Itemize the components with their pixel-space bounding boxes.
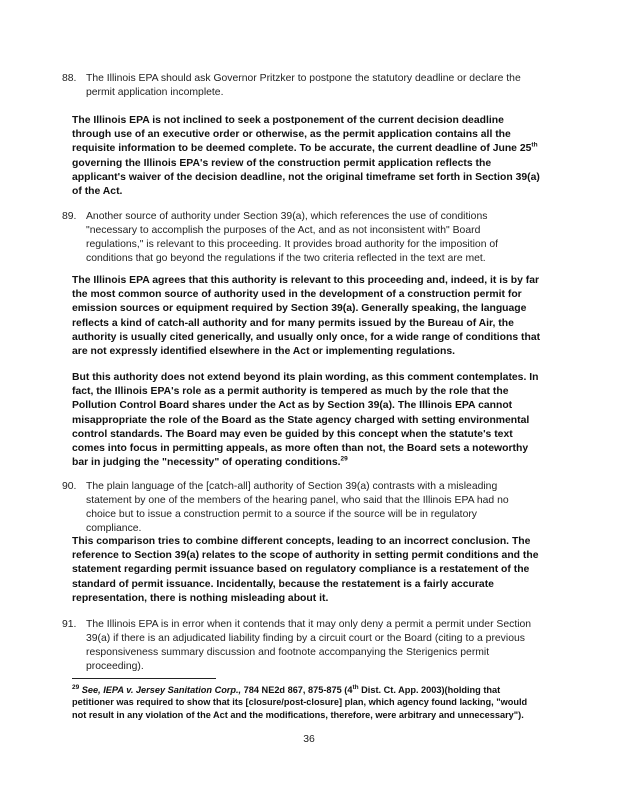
item-number: 88. bbox=[62, 73, 77, 84]
response-text: But this authority does not extend beyond its plain wording, as this comment contemplates. In fact, the Illinois EPA's role as a permit authority is tempered as much by the role that the Pollution Control Board shares under the Act as by Section 39(a). The Illinois EPA cannot misappropriate the role of the Board as the State agency charged with setting environmental control standards. The Board may even be guided by this concept when the statute's text comes into focus in permitting appeals, as more often than not, the Board sets a noteworthy bar in judging the "necessity" of operating conditions. bbox=[72, 372, 539, 469]
comment-text: The plain language of the [catch-all] authority of Section 39(a) contrasts with a misleading statement by one of the members of the hearing panel, who said that the Illinois EPA had no choice but to issue a construction permit to a source if the source will be in regulatory compliance. bbox=[86, 481, 509, 534]
response-text-b: governing the Illinois EPA's review of the construction permit application reflects the applicant's waiver of the decision deadline, not the original timeframe set forth in Section 39(a) of the Act. bbox=[72, 157, 540, 198]
comment-item-90 bbox=[62, 480, 534, 536]
comment-text: Another source of authority under Section 39(a), which references the use of conditions "necessary to accomplish the purposes of the Act, and as not inconsistent with" Board regulations," is relevant to this proceeding. It provides broad authority for the imposition of conditions that go beyond the regulations if the two criteria reflected in the text are met. bbox=[86, 211, 499, 264]
item-number: 89. bbox=[62, 211, 77, 222]
item-number: 90. bbox=[62, 481, 77, 492]
footnote bbox=[72, 684, 540, 721]
response-90 bbox=[72, 535, 542, 606]
response-89-part2 bbox=[72, 371, 542, 470]
response-paragraph: This comparison tries to combine different concepts, leading to an incorrect conclusion. The reference to Section 39(a) relates to the scope of authority in setting permit conditions and the statement regarding permit issuance based on regulatory compliance is a restatement of the standard of permit issuance. Incidentally, because the restatement is a fairly accurate representation, there is nothing misleading about it. bbox=[72, 536, 539, 604]
response-paragraph: The Illinois EPA agrees that this authority is relevant to this proceeding and, indeed, it is by far the most common source of authority used in the development of a construction permit for emission sources or equipment required by Section 39(a). Generally speaking, the language reflects a kind of catch-all authority and for many permits issued by the Bureau of Air, the authority is usually cited generically, and usually only once, for a wide range of conditions that are not expressly identified elsewhere in the Act or implementing regulations. bbox=[72, 275, 541, 358]
footnote-ref: 29 bbox=[340, 455, 348, 463]
comment-text: The Illinois EPA is in error when it contends that it may only deny a permit a permit under Section 39(a) if there is an adjudicated liability finding by a circuit court or the Board (citing to a previous responsiveness summary discussion and footnote accompanying the Sterigenics permit proceeding). bbox=[86, 619, 532, 672]
footnote-case-name: See, IEPA v. Jersey Sanitation Corp., bbox=[81, 685, 242, 695]
comment-item-91 bbox=[62, 618, 534, 674]
footnote-citation: 784 NE2d 867, 875-875 (4th Dist. Ct. App. 2003)(holding that petitioner was required to show that its [closure/post-closure] plan, which agency found lacking, "would not result in any violation of the Act and the modifications, therefore, were arbitrary and unnecessary"). bbox=[72, 683, 528, 720]
comment-item-89 bbox=[62, 210, 534, 266]
response-89-part1 bbox=[72, 274, 542, 359]
superscript-th: th bbox=[531, 141, 538, 149]
response-text-a: The Illinois EPA is not inclined to seek a postponement of the current decision deadline through use of an executive order or otherwise, as the permit application contains all the requisite information to be deemed complete. To be accurate, the current deadline of June 25 bbox=[72, 115, 532, 155]
response-paragraph bbox=[72, 114, 542, 199]
comment-item-88 bbox=[62, 72, 534, 100]
footnote-mark: 29 bbox=[72, 683, 80, 691]
item-number: 91. bbox=[62, 619, 77, 630]
response-paragraph bbox=[72, 371, 542, 470]
footnote-separator bbox=[72, 678, 216, 679]
comment-text: The Illinois EPA should ask Governor Pritzker to postpone the statutory deadline or declare the permit application incomplete. bbox=[86, 73, 521, 98]
response-88 bbox=[72, 114, 542, 199]
page-number: 36 bbox=[303, 734, 315, 745]
